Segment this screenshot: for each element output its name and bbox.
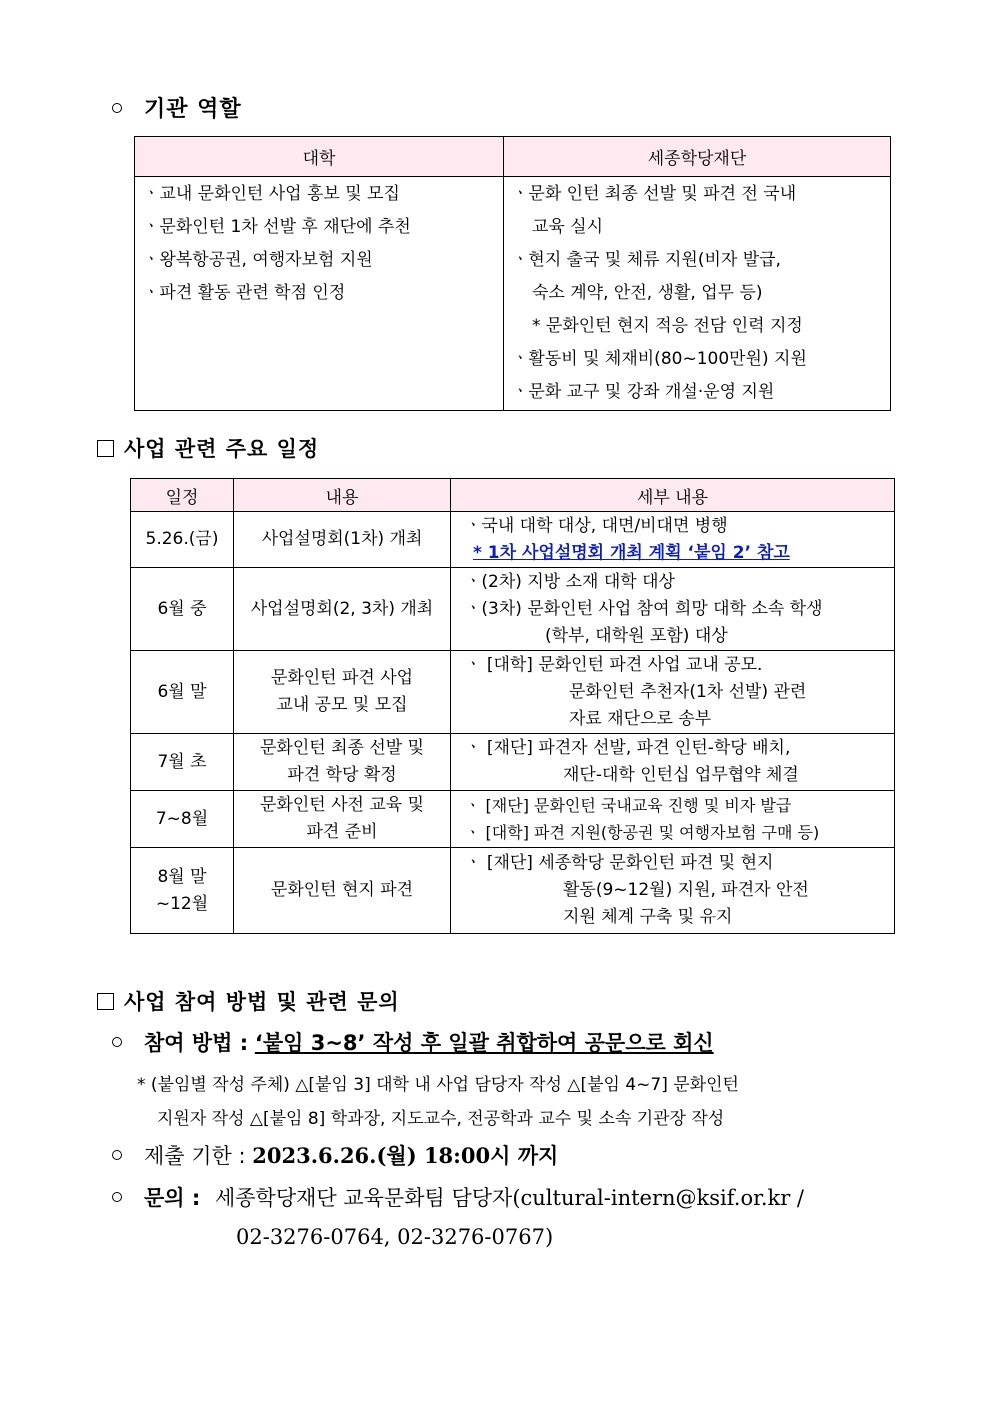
submission-deadline: 제출 기한 : 2023.6.26.(월) 18:00시 까지 bbox=[112, 1140, 558, 1170]
circle-bullet-icon bbox=[112, 1150, 122, 1160]
schedule-header-details: 세부 내용 bbox=[451, 479, 895, 512]
table-row: 5.26.(금) 사업설명회(1차) 개최 ㆍ국내 대학 대상, 대면/비대면 병행 * 1차 사업설명회 개최 계획 ‘붙임 2’ 참고 bbox=[131, 512, 895, 568]
attachment-2-link[interactable]: * 1차 사업설명회 개최 계획 ‘붙임 2’ 참고 bbox=[473, 542, 790, 563]
roles-header-univ: 대학 bbox=[135, 137, 504, 177]
table-row: 7~8월 문화인턴 사전 교육 및 파견 준비 ㆍ [재단] 문화인턴 국내교육 진행 및 비자 발급 ㆍ [대학] 파견 지원(항공권 및 여행자보험 구매 등) bbox=[131, 791, 895, 848]
list-item: ㆍ파견 활동 관련 학점 인정 bbox=[143, 283, 346, 303]
list-item: 숙소 계약, 안전, 생활, 업무 등) bbox=[532, 283, 763, 303]
roles-foundation-cell bbox=[504, 177, 891, 411]
table-row: 8월 말 ~12월 문화인턴 현지 파견 ㆍ [재단] 세종학당 문화인턴 파견 및 현지 활동(9~12월) 지원, 파견자 안전 지원 체계 구축 및 유지 bbox=[131, 848, 895, 934]
list-item: ㆍ왕복항공권, 여행자보험 지원 bbox=[143, 250, 373, 270]
circle-bullet-icon bbox=[112, 1037, 122, 1047]
list-item: ㆍ활동비 및 체재비(80~100만원) 지원 bbox=[512, 349, 807, 369]
schedule-header-date: 일정 bbox=[131, 479, 234, 512]
square-bullet-icon bbox=[97, 993, 114, 1010]
square-bullet-icon bbox=[97, 440, 114, 457]
circle-bullet-icon bbox=[112, 1192, 122, 1202]
list-item: * 문화인턴 현지 적응 전담 인력 지정 bbox=[532, 316, 803, 336]
contact-phone: 02-3276-0764, 02-3276-0767) bbox=[236, 1225, 554, 1249]
list-item: 교육 실시 bbox=[532, 217, 604, 237]
list-item: ㆍ교내 문화인턴 사업 홍보 및 모집 bbox=[143, 184, 400, 204]
section-title-schedule: 사업 관련 주요 일정 bbox=[97, 433, 319, 463]
section-title-roles: 기관 역할 bbox=[112, 92, 242, 123]
participation-note-2: 지원자 작성 △[붙임 8] 학과장, 지도교수, 전공학과 교수 및 소속 기관장 작성 bbox=[157, 1109, 725, 1129]
table-row: 6월 말 문화인턴 파견 사업 교내 공모 및 모집 ㆍ [대학] 문화인턴 파견 사업 교내 공모. 문화인턴 추천자(1차 선발) 관련 자료 재단으로 송부 bbox=[131, 651, 895, 734]
roles-table bbox=[134, 136, 891, 411]
contact-email: 세종학당재단 교육문화팀 담당자(cultural-intern@ksif.or.kr / bbox=[214, 1186, 805, 1210]
table-row: 6월 중 사업설명회(2, 3차) 개최 ㆍ(2차) 지방 소재 대학 대상 ㆍ(3차) 문화인턴 사업 참여 희망 대학 소속 학생 (학부, 대학원 포함) 대상 bbox=[131, 568, 895, 651]
list-item: ㆍ현지 출국 및 체류 지원(비자 발급, bbox=[512, 250, 781, 270]
circle-bullet-icon bbox=[112, 103, 122, 113]
table-row: 7월 초 문화인턴 최종 선발 및 파견 학당 확정 ㆍ [재단] 파견자 선발, 파견 인턴-학당 배치, 재단-대학 인턴십 업무협약 체결 bbox=[131, 734, 895, 791]
participation-note-1: * (붙임별 작성 주체) △[붙임 3] 대학 내 사업 담당자 작성 △[붙임 4~7] 문화인턴 bbox=[137, 1075, 739, 1095]
list-item: ㆍ문화인턴 1차 선발 후 재단에 추천 bbox=[143, 217, 411, 237]
roles-univ-cell bbox=[135, 177, 504, 411]
contact-info: 문의 : 세종학당재단 교육문화팀 담당자(cultural-intern@ksif.or.kr / bbox=[112, 1182, 804, 1212]
schedule-header-content: 내용 bbox=[234, 479, 451, 512]
participation-method: 참여 방법 : ‘붙임 3~8’ 작성 후 일괄 취합하여 공문으로 회신 bbox=[112, 1027, 714, 1057]
section-title-participation: 사업 참여 방법 및 관련 문의 bbox=[97, 986, 400, 1016]
list-item: ㆍ문화 인턴 최종 선발 및 파견 전 국내 bbox=[512, 184, 797, 204]
list-item: ㆍ문화 교구 및 강좌 개설·운영 지원 bbox=[512, 382, 775, 402]
roles-header-foundation: 세종학당재단 bbox=[504, 137, 891, 177]
schedule-table bbox=[130, 478, 895, 934]
